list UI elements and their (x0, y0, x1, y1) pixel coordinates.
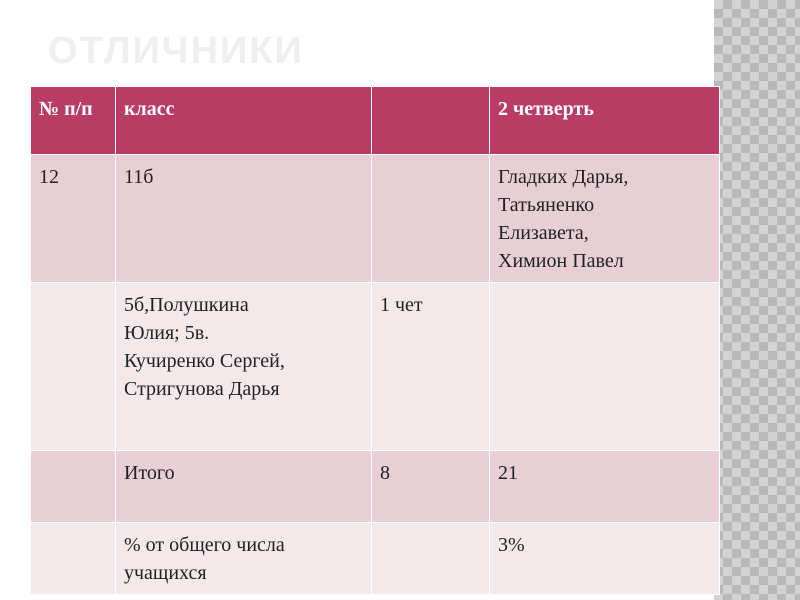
table-row (31, 451, 720, 523)
table-cell (490, 283, 720, 451)
header-number: № п/п (31, 87, 116, 155)
table-cell: % от общего числа учащихся (116, 523, 372, 595)
header-empty (372, 87, 490, 155)
table-cell (31, 451, 116, 523)
table-cell (372, 155, 490, 283)
slide-title: ОТЛИЧНИКИ (48, 30, 304, 72)
table-header-row (31, 87, 720, 155)
table-cell (372, 523, 490, 595)
table-row (31, 283, 720, 451)
table-row (31, 155, 720, 283)
table-cell: Итого (116, 451, 372, 523)
table-cell: 3% (490, 523, 720, 595)
table-cell: 12 (31, 155, 116, 283)
table-cell (31, 283, 116, 451)
table-cell: 1 чет (372, 283, 490, 451)
header-quarter-2: 2 четверть (490, 87, 720, 155)
table-cell: Гладких Дарья, Татьяненко Елизавета, Химион Павел (490, 155, 720, 283)
table-row (31, 523, 720, 595)
table-cell: 8 (372, 451, 490, 523)
decorative-pattern-strip (714, 0, 800, 600)
honor-students-table (30, 86, 720, 595)
table-cell (31, 523, 116, 595)
table-cell: 11б (116, 155, 372, 283)
header-class: класс (116, 87, 372, 155)
table-cell: 5б,Полушкина Юлия; 5в. Кучиренко Сергей, Стригунова Дарья (116, 283, 372, 451)
table-cell: 21 (490, 451, 720, 523)
